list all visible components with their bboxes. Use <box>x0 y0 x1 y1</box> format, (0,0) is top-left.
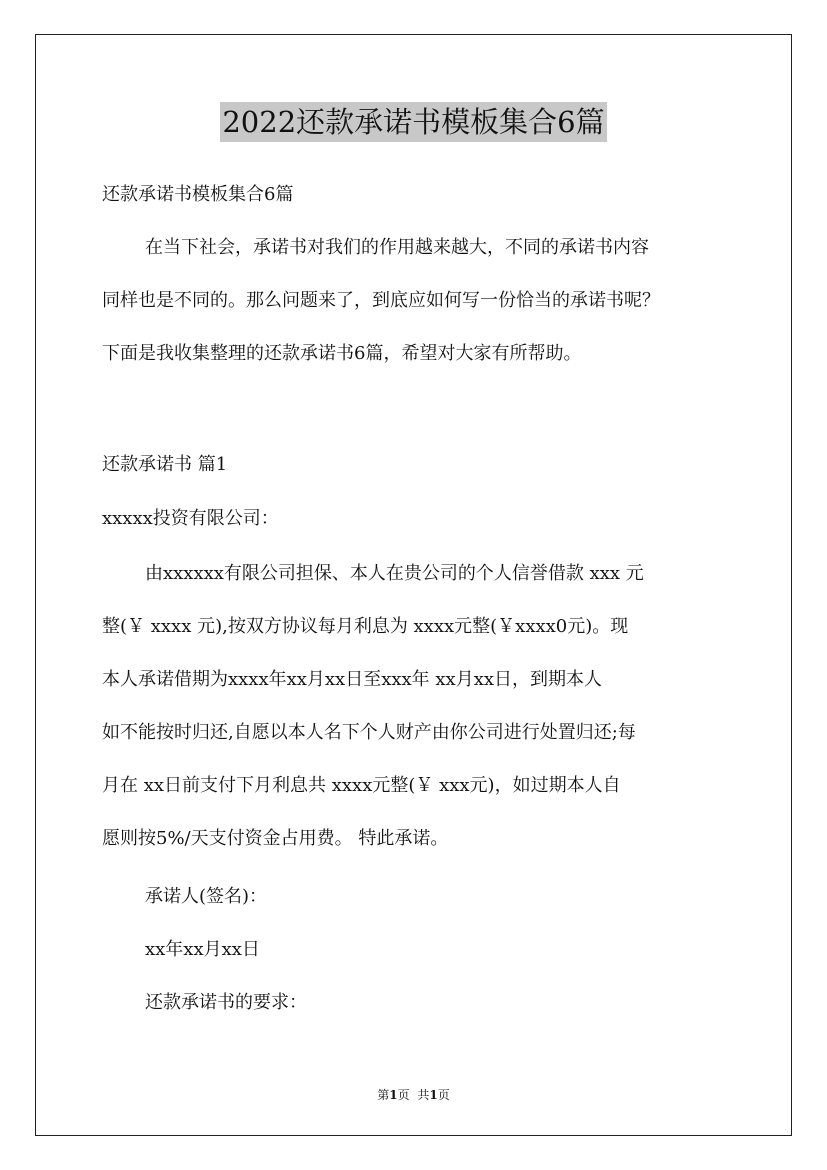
page-footer <box>0 1086 827 1103</box>
intro-line-3: 下面是我收集整理的还款承诺书6篇，希望对大家有所帮助。 <box>102 343 582 364</box>
body-line-1: 由xxxxxx有限公司担保、本人在贵公司的个人信誉借款 xxx 元 <box>145 563 644 584</box>
body-line-4: 如不能按时归还,自愿以本人名下个人财产由你公司进行处置归还;每 <box>102 722 636 743</box>
body-line-2: 整(￥ xxxx 元),按双方协议每月利息为 xxxx元整(￥xxxx0元)。现 <box>102 616 629 637</box>
page-prefix: 第 <box>377 1088 390 1102</box>
date-line: xx年xx月xx日 <box>145 939 260 960</box>
total-pages: 1 <box>429 1088 438 1102</box>
page-number: 1 <box>389 1088 398 1102</box>
page-suffix: 页 <box>397 1088 410 1102</box>
signature-label: 承诺人(签名)： <box>145 886 268 907</box>
total-prefix: 共 <box>417 1088 430 1102</box>
document-subtitle: 还款承诺书模板集合6篇 <box>102 184 294 205</box>
body-line-3: 本人承诺借期为xxxx年xx月xx日至xxx年 xx月xx日，到期本人 <box>102 669 602 690</box>
intro-line-2: 同样也是不同的。那么问题来了，到底应如何写一份恰当的承诺书呢？ <box>102 290 660 311</box>
body-line-6: 愿则按5%/天支付资金占用费。 特此承诺。 <box>102 828 449 849</box>
body-line-5: 月在 xx日前支付下月利息共 xxxx元整(￥ xxx元)，如过期本人自 <box>102 775 621 796</box>
document-title: 2022还款承诺书模板集合6篇 <box>220 102 606 142</box>
intro-line-1: 在当下社会，承诺书对我们的作用越来越大，不同的承诺书内容 <box>145 237 649 258</box>
addressee: xxxxx投资有限公司： <box>102 508 279 529</box>
total-suffix: 页 <box>437 1088 450 1102</box>
section-heading: 还款承诺书 篇1 <box>102 454 228 475</box>
requirements-heading: 还款承诺书的要求： <box>145 992 307 1013</box>
